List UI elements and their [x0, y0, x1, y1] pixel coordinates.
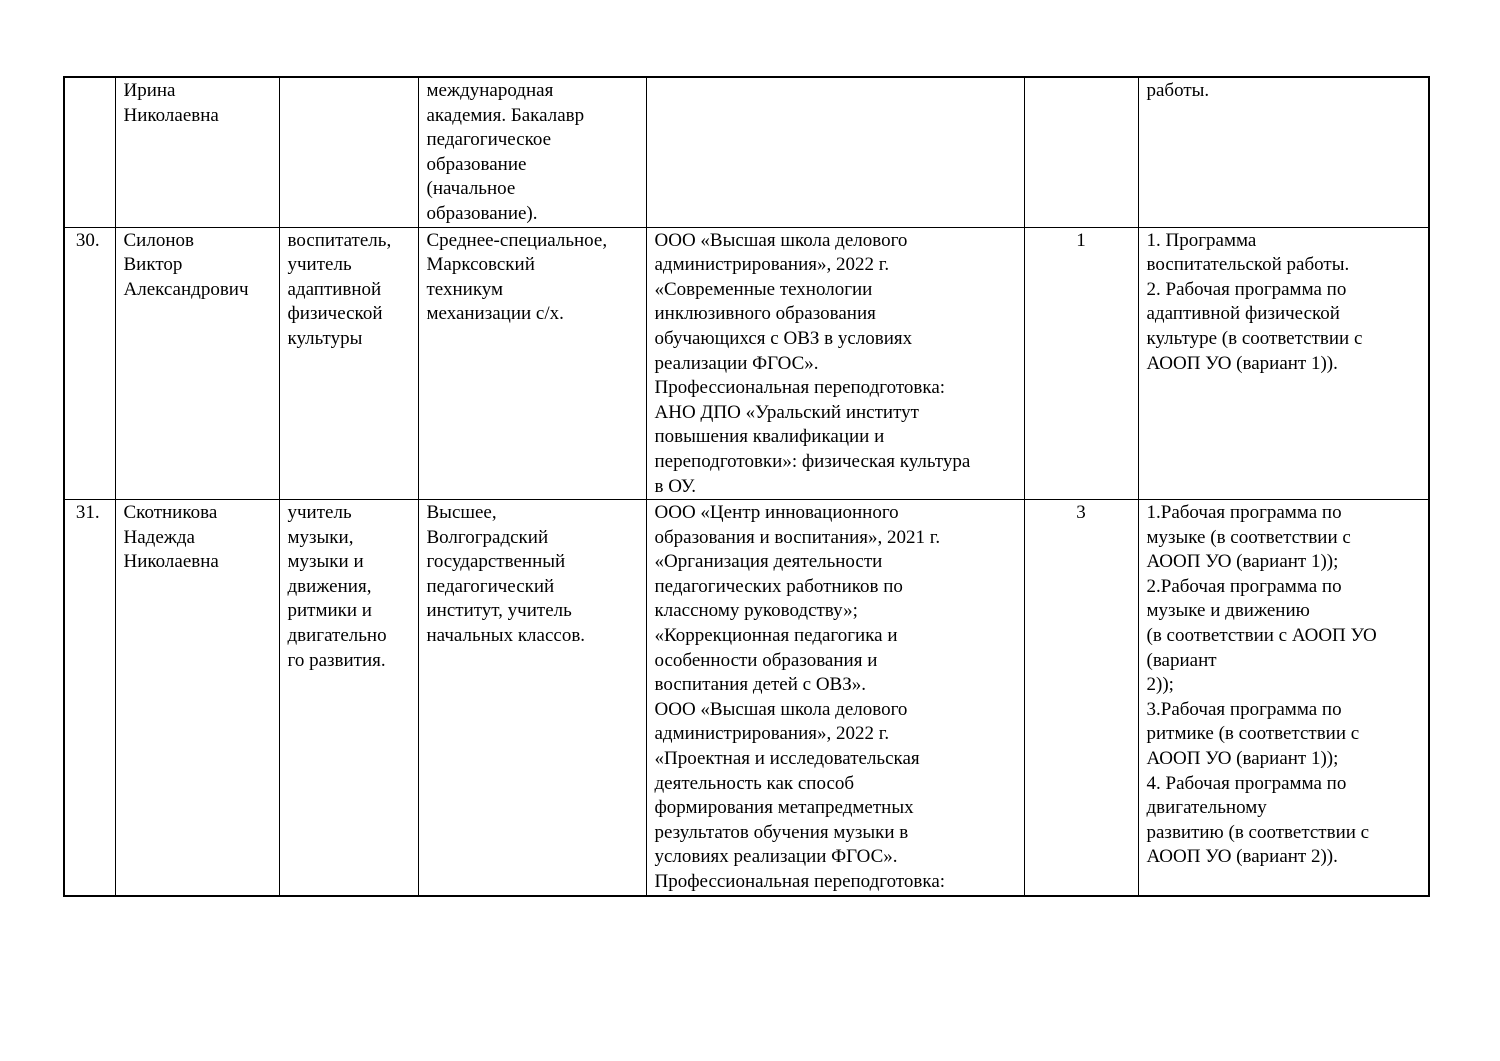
cell-text-line: условиях реализации ФГОС». — [654, 846, 898, 868]
cell-text-line: формирования метапредметных — [654, 797, 914, 819]
hours-cell — [1024, 227, 1138, 500]
cell-text-line: 2.Рабочая программа по — [1146, 575, 1342, 597]
programs-cell — [1138, 500, 1429, 896]
table-row — [64, 77, 1429, 227]
cell-text-line: 3.Рабочая программа по — [1146, 698, 1342, 720]
cell-text-line: Высшее, — [426, 502, 497, 524]
cell-text-line: институт, учитель — [426, 600, 572, 622]
cell-text-line: (в соответствии с АООП УО — [1146, 625, 1377, 647]
cell-text: 31. — [75, 502, 100, 524]
cell-text-line: инклюзивного образования — [654, 303, 876, 325]
cell-text-line: государственный — [426, 551, 566, 573]
cell-text-line: ООО «Высшая школа делового — [654, 229, 908, 251]
position-cell — [279, 227, 418, 500]
cell-text: 30. — [75, 229, 100, 251]
cell-text-line: АООП УО (вариант 1)); — [1146, 551, 1339, 573]
programs-cell — [1138, 77, 1429, 227]
cell-text-line: Скотникова — [123, 502, 218, 524]
cell-text-line: переподготовки»: физическая культура — [654, 450, 971, 472]
row-number-cell — [64, 227, 115, 500]
cell-text-line: культуре (в соответствии с — [1146, 327, 1363, 349]
cell-text-line: Николаевна — [123, 104, 219, 126]
cell-text-line: (вариант — [1146, 649, 1217, 671]
cell-text-line: АООП УО (вариант 2)). — [1146, 846, 1338, 868]
cell-text-line: 2. Рабочая программа по — [1146, 278, 1347, 300]
cell-text-line: в ОУ. — [654, 475, 696, 497]
row-number-cell — [64, 500, 115, 896]
cell-text-line: Ирина — [123, 80, 176, 101]
cell-text-line: (начальное — [426, 178, 516, 200]
cell-text: 1 — [1076, 229, 1086, 251]
cell-text-line: движения, — [287, 575, 372, 597]
cell-text-line: АООП УО (вариант 1)). — [1146, 352, 1338, 374]
cell-text-line: АНО ДПО «Уральский институт — [654, 401, 919, 423]
cell-text-line: «Современные технологии — [654, 278, 873, 300]
education-cell — [418, 227, 646, 500]
cell-text-line: Николаевна — [123, 551, 219, 573]
cell-text-line: 2)); — [1146, 674, 1174, 696]
teacher-name-cell — [115, 227, 279, 500]
cell-text-line: Волгоградский — [426, 526, 549, 548]
cell-text-line: музыке (в соответствии с — [1146, 526, 1351, 548]
cell-text-line: учитель — [287, 254, 352, 276]
cell-text-line: Среднее-специальное, — [426, 229, 608, 251]
cell-text-line: музыки, — [287, 526, 354, 548]
cell-text-line: музыке и движению — [1146, 600, 1310, 622]
cell-text-line: деятельность как способ — [654, 772, 855, 794]
cell-text-line: воспитатель, — [287, 229, 392, 251]
cell-text-line: 1.Рабочая программа по — [1146, 502, 1342, 524]
cell-text-line: развитию (в соответствии с — [1146, 821, 1370, 843]
cell-text-line: администрирования», 2022 г. — [654, 254, 890, 276]
teacher-name-cell — [115, 500, 279, 896]
staff-table — [63, 76, 1430, 897]
position-cell — [279, 77, 418, 227]
table-row — [64, 500, 1429, 896]
cell-text-line: АООП УО (вариант 1)); — [1146, 748, 1339, 770]
row-number-cell — [64, 77, 115, 227]
cell-text-line: начальных классов. — [426, 625, 586, 647]
cell-text-line: повышения квалификации и — [654, 426, 885, 448]
cell-text-line: Профессиональная переподготовка: — [654, 377, 946, 399]
table-row — [64, 227, 1429, 500]
cell-text-line: ритмики и — [287, 600, 372, 622]
cell-text-line: Виктор — [123, 254, 183, 276]
teacher-name-cell — [115, 77, 279, 227]
cell-text-line: «Проектная и исследовательская — [654, 748, 920, 770]
hours-cell — [1024, 77, 1138, 227]
cell-text-line: педагогическое — [426, 129, 552, 151]
cell-text-line: Надежда — [123, 526, 195, 548]
cell-text-line: образование — [426, 153, 527, 175]
cell-text-line: учитель — [287, 502, 352, 524]
cell-text-line: воспитательской работы. — [1146, 254, 1350, 276]
cell-text: 3 — [1076, 502, 1086, 524]
cell-text-line: образование). — [426, 202, 538, 224]
cell-text-line: техникум — [426, 278, 504, 300]
cell-text-line: педагогический — [426, 575, 555, 597]
training-cell — [646, 227, 1024, 500]
cell-text-line: ритмике (в соответствии с — [1146, 723, 1360, 745]
education-cell — [418, 77, 646, 227]
table-body — [64, 77, 1429, 896]
cell-text-line: педагогических работников по — [654, 575, 903, 597]
training-cell — [646, 500, 1024, 896]
cell-text-line: двигательно — [287, 625, 387, 647]
cell-text-line: 1. Программа — [1146, 229, 1257, 251]
education-cell — [418, 500, 646, 896]
cell-text-line: «Организация деятельности — [654, 551, 883, 573]
cell-text-line: администрирования», 2022 г. — [654, 723, 890, 745]
cell-text-line: «Коррекционная педагогика и — [654, 625, 898, 647]
cell-text-line: музыки и — [287, 551, 364, 573]
cell-text-line: Марксовский — [426, 254, 535, 276]
cell-text-line: особенности образования и — [654, 649, 878, 671]
cell-text-line: Александрович — [123, 278, 249, 300]
cell-text-line: реализации ФГОС». — [654, 352, 819, 374]
cell-text-line: двигательному — [1146, 797, 1267, 819]
cell-text-line: Профессиональная переподготовка: — [654, 871, 946, 892]
cell-text-line: академия. Бакалавр — [426, 104, 585, 126]
position-cell — [279, 500, 418, 896]
cell-text-line: обучающихся с ОВЗ в условиях — [654, 327, 913, 349]
cell-text-line: воспитания детей с ОВЗ». — [654, 674, 866, 696]
cell-text-line: физической — [287, 303, 383, 325]
cell-text-line: образования и воспитания», 2021 г. — [654, 526, 941, 548]
cell-text-line: классному руководству»; — [654, 600, 858, 622]
cell-text-line: адаптивной — [287, 278, 382, 300]
cell-text-line: ООО «Высшая школа делового — [654, 698, 908, 720]
cell-text-line: адаптивной физической — [1146, 303, 1340, 325]
programs-cell — [1138, 227, 1429, 500]
cell-text-line: Силонов — [123, 229, 194, 251]
cell-text-line: международная — [426, 80, 554, 101]
cell-text-line: механизации с/х. — [426, 303, 564, 325]
cell-text-line: го развития. — [287, 649, 386, 671]
training-cell — [646, 77, 1024, 227]
hours-cell — [1024, 500, 1138, 896]
cell-text-line: работы. — [1146, 80, 1210, 101]
cell-text-line: 4. Рабочая программа по — [1146, 772, 1347, 794]
cell-text-line: культуры — [287, 327, 363, 349]
cell-text-line: ООО «Центр инновационного — [654, 502, 899, 524]
cell-text-line: результатов обучения музыки в — [654, 821, 909, 843]
